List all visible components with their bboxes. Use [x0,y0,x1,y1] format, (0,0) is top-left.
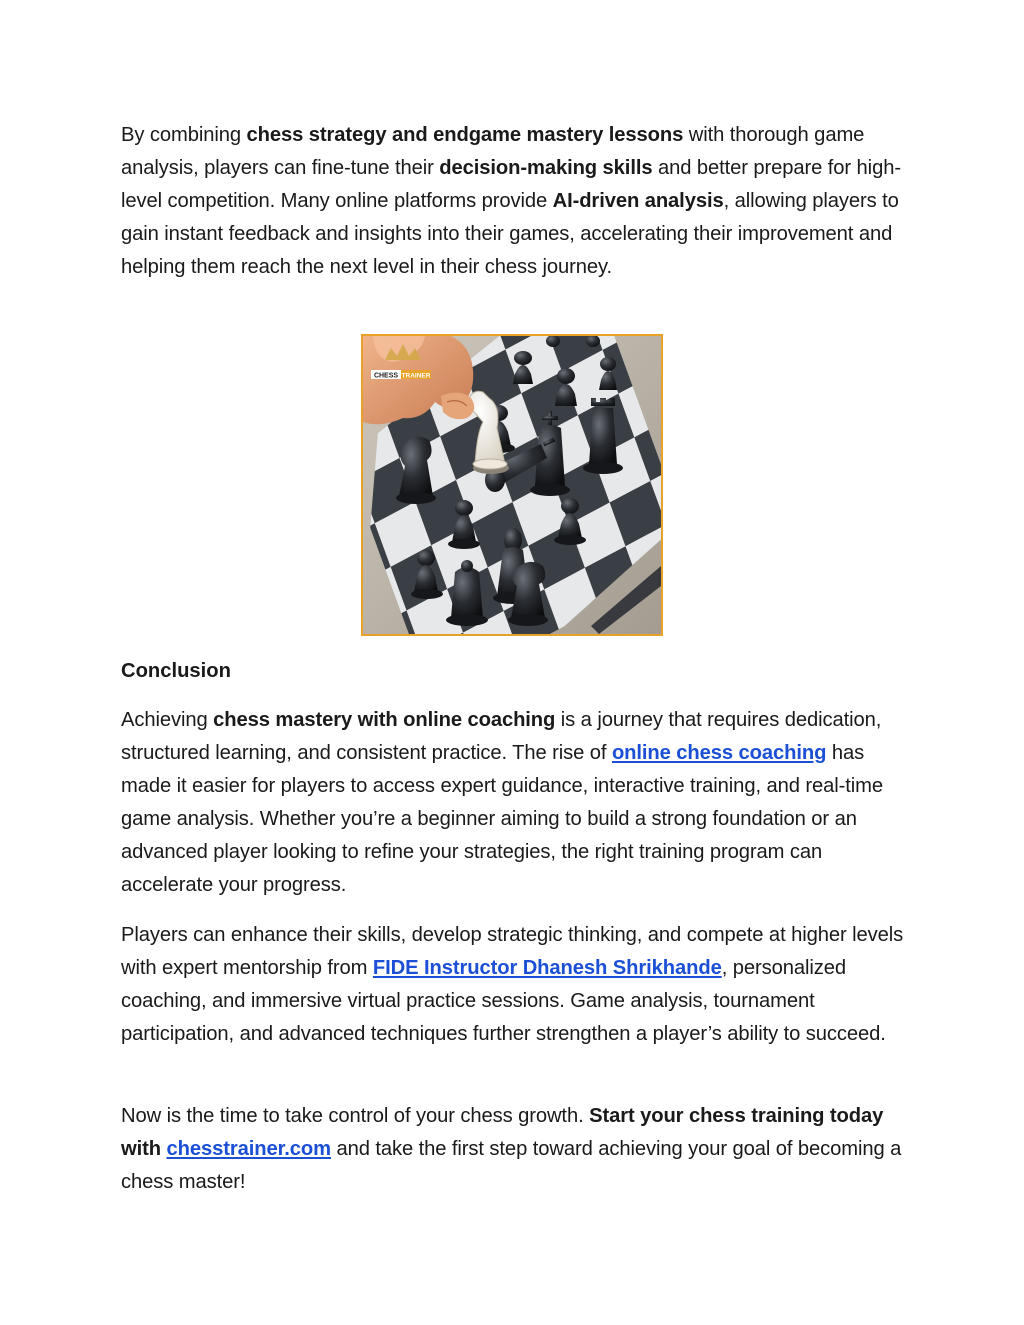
svg-text:TRAINER: TRAINER [401,372,431,380]
bold-phrase: chess strategy and endgame mastery lessons [246,124,684,146]
text-span: , allowing players to gain instant feedback and insights into their games, accelerating their improvement and helping them reach the next level in their chess journey. [121,190,899,278]
chess-board-illustration [363,336,661,634]
conclusion-paragraph-2 [121,919,911,1051]
text-span: and take the first step toward achieving your goal of becoming a chess master! [121,1138,902,1193]
text-span: Players can enhance their skills, develop strategic thinking, and compete at higher levels with expert mentorship from [121,924,904,979]
text-span: Achieving [121,709,214,731]
intro-paragraph [121,119,911,284]
text-span: is a journey that requires dedication, structured learning, and consistent practice. The rise of [121,709,882,764]
chesstrainer-link[interactable]: chesstrainer.com [166,1138,331,1160]
text-span: , personalized coaching, and immersive virtual practice sessions. Game analysis, tournament participation, and advanced techniques further strengthen a player’s ability to succeed. [121,957,886,1045]
section-heading: Conclusion [121,660,231,682]
text-span: has made it easier for players to access expert guidance, interactive training, and real-time game analysis. Whether you’re a beginner aiming to build a strong foundation or an advanced player looking to refine your strategies, the right training program can accelerate your progress. [121,742,883,896]
text-span: with thorough game analysis, players can fine-tune their [121,124,865,179]
svg-text:CHESS: CHESS [373,372,399,380]
bold-phrase: decision-making skills [439,157,653,179]
bold-phrase: chess mastery with online coaching [213,709,556,731]
conclusion-paragraph-3 [121,1100,911,1199]
bold-phrase: Start your chess training today with [121,1105,884,1160]
fide-instructor-link[interactable]: FIDE Instructor Dhanesh Shrikhande [372,957,722,979]
text-span: Now is the time to take control of your chess growth. [121,1105,590,1127]
conclusion-paragraph-1 [121,704,911,902]
text-span: By combining [121,124,247,146]
text-span: and better prepare for high-level competition. Many online platforms provide [121,157,901,212]
online-chess-coaching-link[interactable]: online chess coaching [611,742,827,764]
bold-phrase: AI-driven analysis [552,190,724,212]
chess-photo [361,334,663,636]
